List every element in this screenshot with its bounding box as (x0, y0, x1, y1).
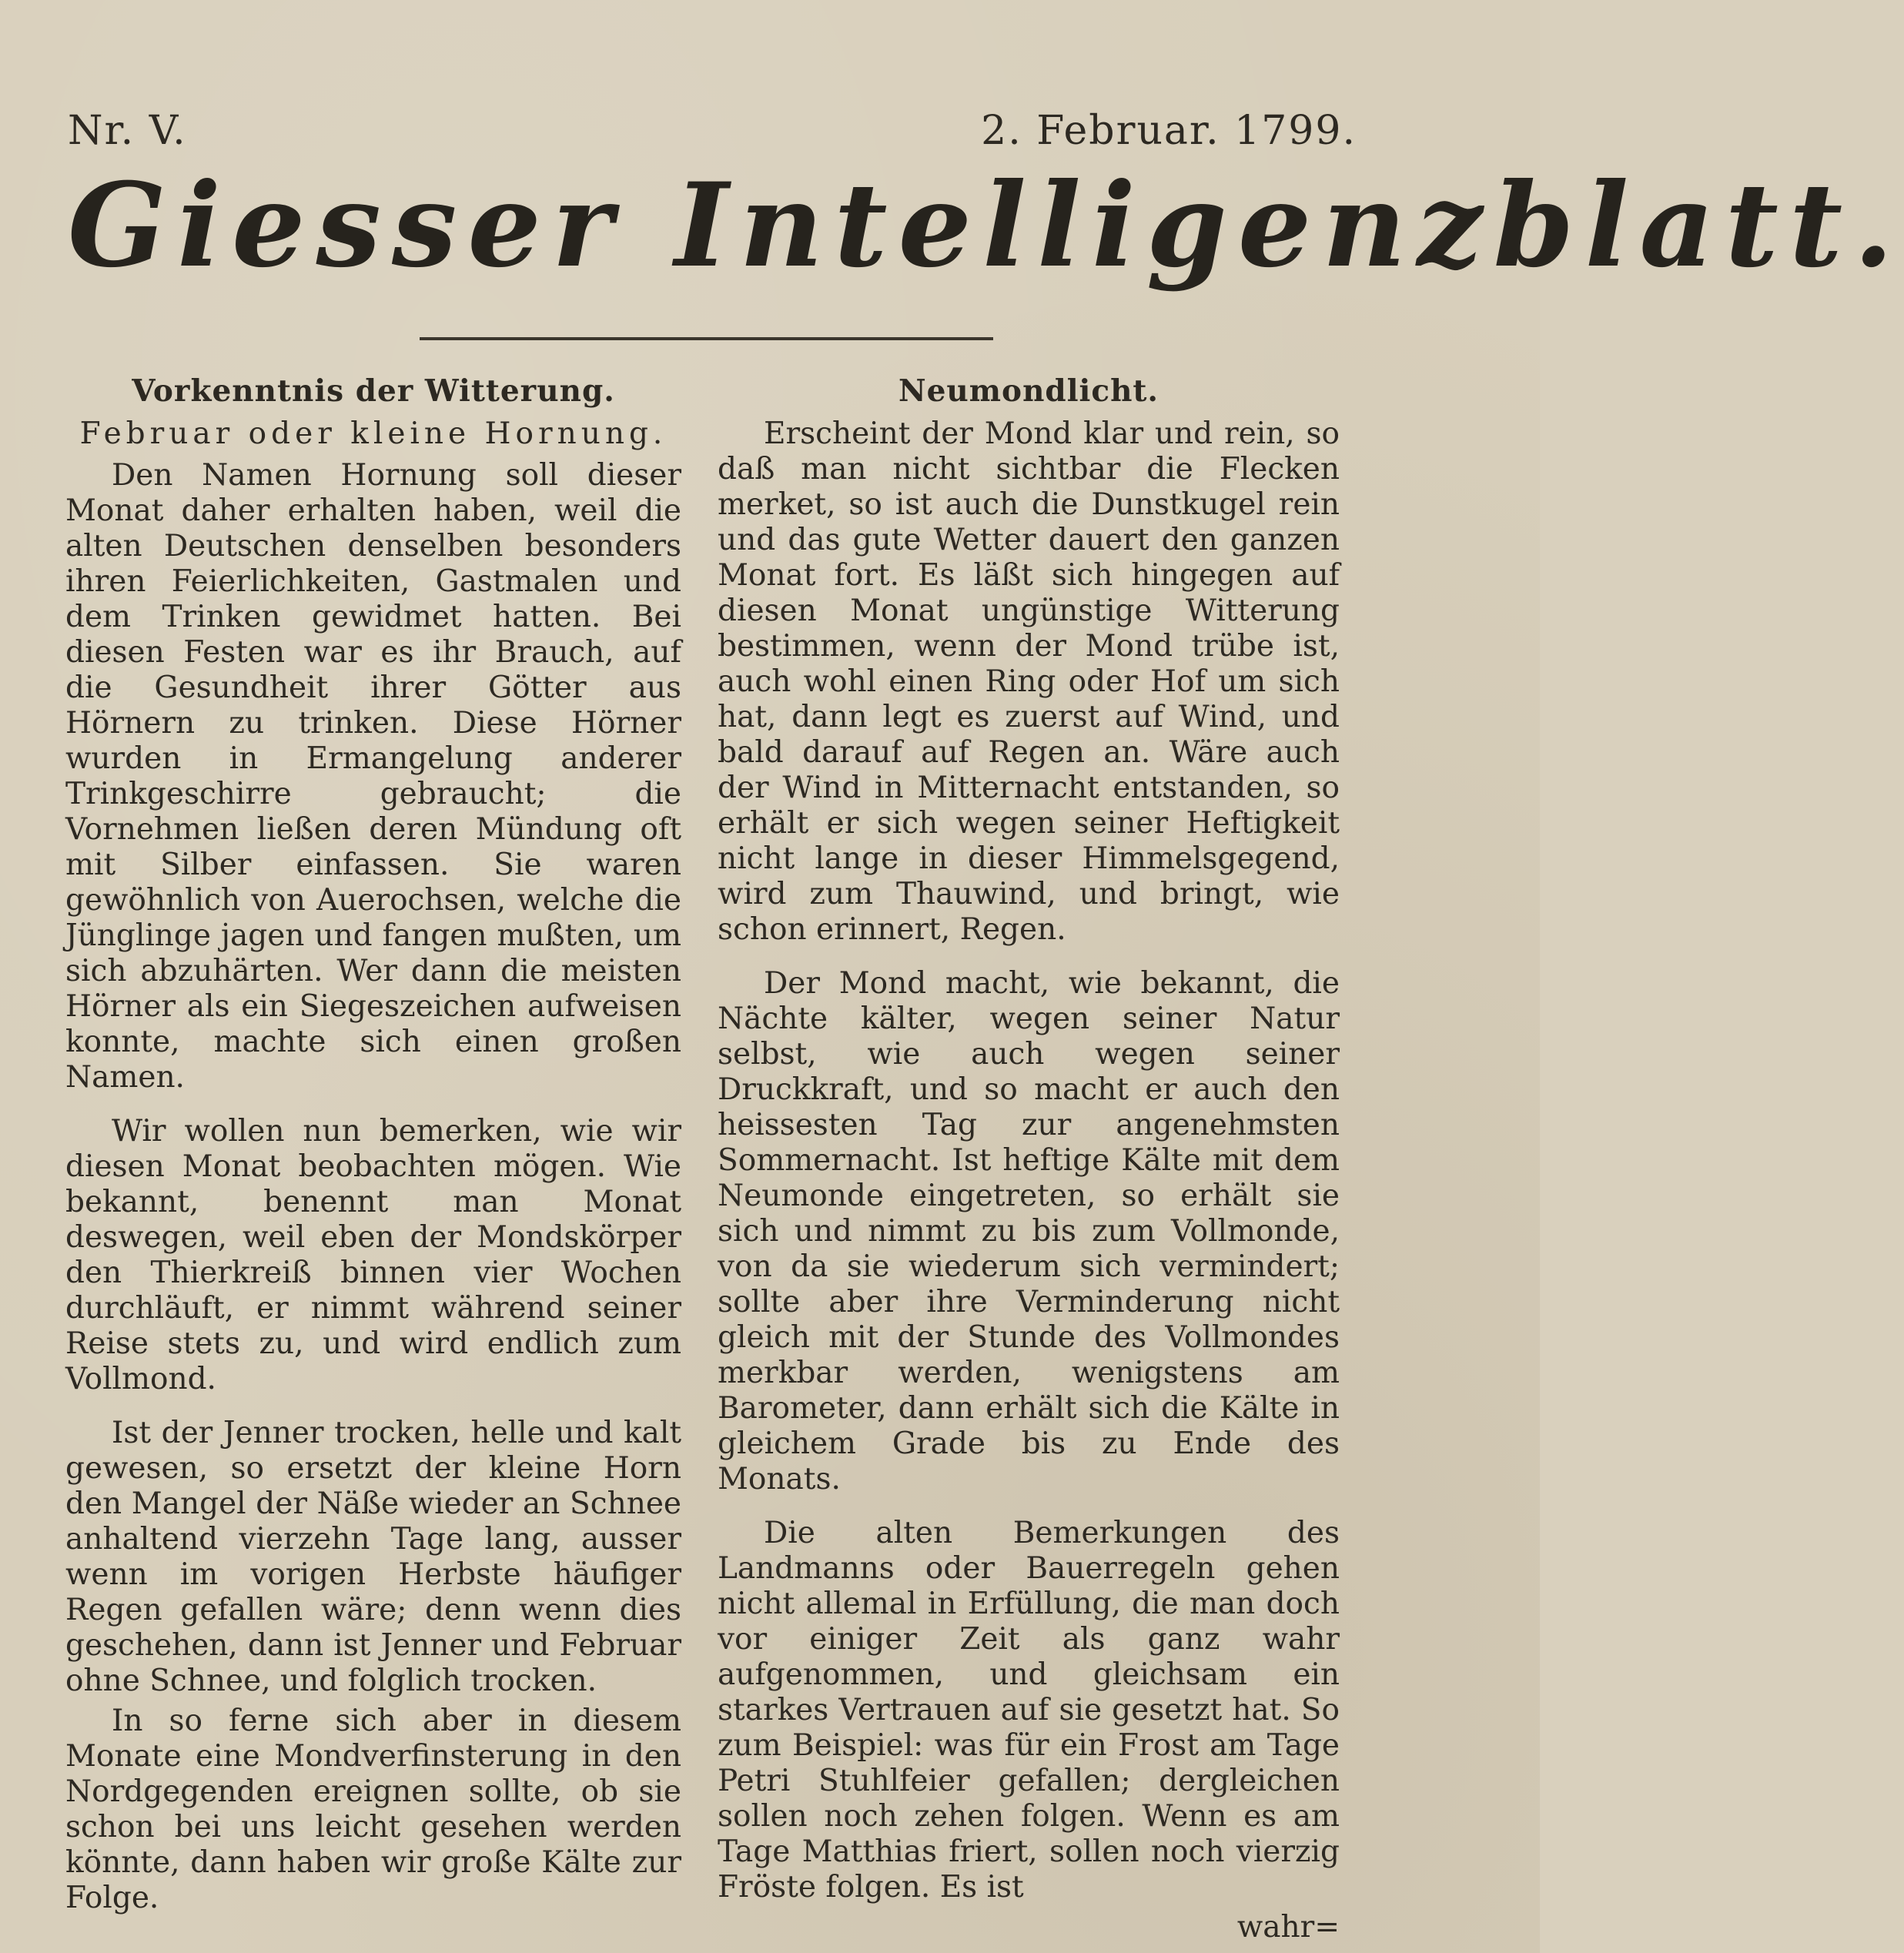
masthead-rule (420, 337, 993, 340)
section-heading: Neumondlicht. (898, 373, 1159, 409)
paragraph: Erscheint der Mond klar und rein, so daß man nicht sichtbar die Flecken merket, so ist auch die Dunstkugel rein und das gute Wetter dauert den ganzen Monat fort. Es läßt sich hingegen auf diesen Monat ungünstige Witterung bestimmen, wenn der Mond trübe ist, auch wohl einen Ring oder Hof um sich hat, dann legt es zuerst auf Wind, und bald darauf auf Regen an. Wäre auch der Wind in Mitternacht entstanden, so erhält er sich wegen seiner Heftigkeit nicht lange in dieser Himmelsgegend, wird zum Thauwind, und bringt, wie schon erinnert, Regen. (718, 416, 1340, 947)
paragraph: Wir wollen nun bemerken, wie wir diesen Monat beobachten mögen. Wie bekannt, benennt man Monat deswegen, weil eben der Mondskörper den Thierkreiß binnen vier Wochen durchläuft, er nimmt während seiner Reise stets zu, und wird endlich zum Vollmond. (65, 1114, 681, 1396)
paragraph: Die alten Bemerkungen des Landmanns oder Bauerregeln gehen nicht allemal in Erfüllung, die man doch vor einiger Zeit als ganz wahr aufgenommen, und gleichsam ein starkes Vertrauen auf sie gesetzt hat. So zum Beispiel: was für ein Frost am Tage Petri Stuhlfeier gefallen; dergleichen sollen noch zehen folgen. Wenn es am Tage Matthias friert, sollen noch vierzig Fröste folgen. Es ist (718, 1516, 1340, 1905)
issue-number: Nr. V. (68, 108, 187, 154)
paragraph: In so ferne sich aber in diesem Monate eine Mondverfinsterung in den Nordgegenden ereignen sollte, ob sie schon bei uns leicht gesehen werden könnte, dann haben wir große Kälte zur Folge. (65, 1704, 681, 1915)
section-subheading: Februar oder kleine Hornung. (79, 416, 668, 451)
masthead-title: Giesser Intelligenzblatt. (68, 158, 1904, 293)
paragraph: Ist der Jenner trocken, helle und kalt gewesen, so ersetzt der kleine Horn den Mangel der Näße wieder an Schnee anhaltend vierzehn Tage lang, ausser wenn im vorigen Herbste häufiger Regen gefallen wäre; denn wenn dies geschehen, dann ist Jenner und Februar ohne Schnee, und folglich trocken. (65, 1416, 681, 1698)
paragraph: Den Namen Hornung soll dieser Monat daher erhalten haben, weil die alten Deutschen denselben besonders ihren Feierlichkeiten, Gastmalen und dem Trinken gewidmet hatten. Bei diesen Festen war es ihr Brauch, auf die Gesundheit ihrer Götter aus Hörnern zu trinken. Diese Hörner wurden in Ermangelung anderer Trinkgeschirre gebraucht; die Vornehmen ließen deren Mündung oft mit Silber einfassen. Sie waren gewöhnlich von Auerochsen, welche die Jünglinge jagen und fangen mußten, um sich abzuhärten. Wer dann die meisten Hörner als ein Siegeszeichen aufweisen konnte, machte sich einen großen Namen. (65, 458, 681, 1095)
issue-date: 2. Februar. 1799. (981, 108, 1357, 154)
paragraph: Der Mond macht, wie bekannt, die Nächte kälter, wegen seiner Natur selbst, wie auch wegen seiner Druckkraft, und so macht er auch den heissesten Tag zur angenehmsten Sommernacht. Ist heftige Kälte mit dem Neumonde eingetreten, so erhält sie sich und nimmt zu bis zum Vollmonde, von da sie wiederum sich vermindert; sollte aber ihre Verminderung nicht gleich mit der Stunde des Vollmondes merkbar werden, wenigstens am Barometer, dann erhält sich die Kälte in gleichem Grade bis zu Ende des Monats. (718, 966, 1340, 1497)
catchword: wahr= (1236, 1910, 1340, 1945)
section-heading: Vorkenntnis der Witterung. (132, 373, 615, 409)
right-column (718, 373, 1340, 1945)
left-column (65, 373, 681, 1935)
